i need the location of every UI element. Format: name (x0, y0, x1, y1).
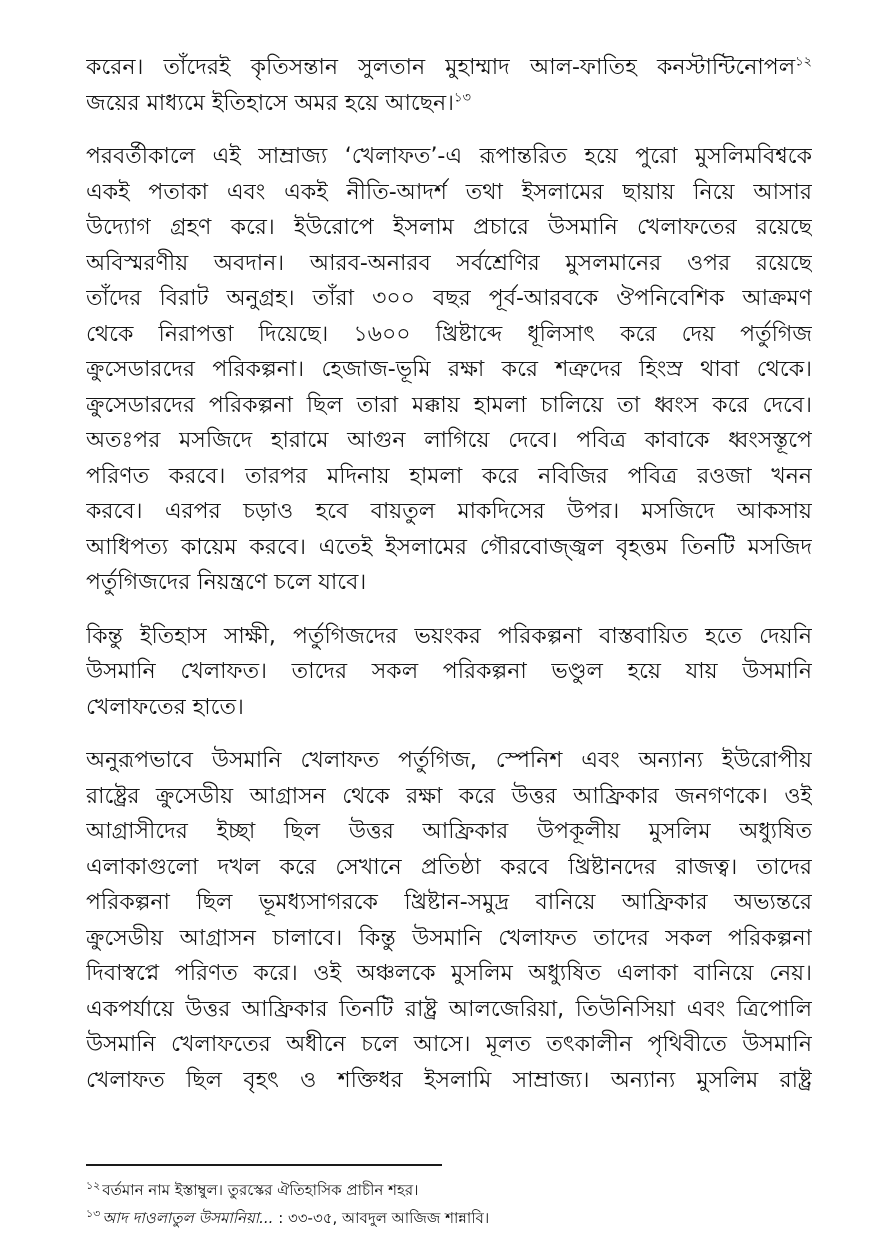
footnote-13 (86, 1204, 812, 1232)
footnote-divider (86, 1164, 442, 1166)
text-line: আধিপত্য কায়েম করবে। এতেই ইসলামের গৌরবোজ্জ্বল বৃহত্তম তিনটি মসজিদ (86, 534, 812, 560)
footnote-ref: ১২ (795, 54, 812, 70)
footnote-text: বর্তমান নাম ইস্তাম্বুল। তুরস্কের ঐতিহাসিক প্রাচীন শহর। (102, 1181, 419, 1199)
text-line: খেলাফতের হাতে। (86, 694, 244, 720)
footnote-number: ১৩ (86, 1207, 101, 1220)
text-line: এলাকাগুলো দখল করে সেখানে প্রতিষ্ঠা করবে খ্রিষ্টানদের রাজত্ব। তাদের (86, 854, 812, 880)
text-line: উসমানি খেলাফত। তাদের সকল পরিকল্পনা ভণ্ডুল হয়ে যায় উসমানি (86, 659, 812, 684)
text-line: রাষ্ট্রের ক্রুসেডীয় আগ্রাসন থেকে রক্ষা করে উত্তর আফ্রিকার জনগণকে। ওই (86, 783, 812, 809)
text-line: কিন্তু ইতিহাস সাক্ষী, পর্তুগিজদের ভয়ংকর পরিকল্পনা বাস্তবায়িত হতে দেয়নি (86, 623, 812, 649)
text-line: উদ্যোগ গ্রহণ করে। ইউরোপে ইসলাম প্রচারে উসমানি খেলাফতের রয়েছে (86, 215, 812, 240)
text-line: ক্রুসেডীয় আগ্রাসন চালাবে। কিন্তু উসমানি খেলাফত তাদের সকল পরিকল্পনা (86, 925, 812, 951)
paragraph-2 (86, 139, 812, 601)
paragraph-1 (86, 50, 812, 121)
text-line: একই পতাকা এবং একই নীতি-আদর্শ তথা ইসলামের ছায়ায় নিয়ে আসার (86, 179, 812, 205)
footnote-number: ১২ (86, 1179, 101, 1192)
text-line: ক্রুসেডারদের পরিকল্পনা। হেজাজ-ভূমি রক্ষা করে শত্রুদের হিংস্র থাবা থেকে। (86, 357, 812, 382)
text-line: পরবর্তীকালে এই সাম্রাজ্য ‘খেলাফত’-এ রূপান্তরিত হয়ে পুরো মুসলিমবিশ্বকে (86, 144, 812, 169)
text-line: থেকে নিরাপত্তা দিয়েছে। ১৬০০ খ্রিষ্টাব্দে ধূলিসাৎ করে দেয় পর্তুগিজ (86, 321, 812, 347)
paragraph-4 (86, 743, 812, 1098)
text-line: তাঁদের বিরাট অনুগ্রহ। তাঁরা ৩০০ বছর পূর্ব-আরবকে ঔপনিবেশিক আক্রমণ (86, 286, 812, 311)
text-line: জয়ের মাধ্যমে ইতিহাসে অমর হয়ে আছেন।$^{১৩}$ (86, 90, 471, 116)
text-line: পর্তুগিজদের নিয়ন্ত্রণে চলে যাবে। (86, 570, 367, 595)
text-line: অনুরূপভাবে উসমানি খেলাফত পর্তুগিজ, স্পেনিশ এবং অন্যান্য ইউরোপীয় (86, 748, 812, 773)
footnotes (86, 1176, 812, 1232)
text-line: আগ্রাসীদের ইচ্ছা ছিল উত্তর আফ্রিকার উপকূলীয় মুসলিম অধ্যুষিত (86, 819, 812, 844)
paragraph-3 (86, 619, 812, 726)
text-line: করবে। এরপর চড়াও হবে বায়তুল মাকদিসের উপর। মসজিদে আকসায় (86, 499, 812, 524)
text-line: অতঃপর মসজিদে হারামে আগুন লাগিয়ে দেবে। পবিত্র কাবাকে ধ্বংসস্তূপে (86, 428, 812, 453)
body-text (86, 50, 812, 1116)
footnote-12 (86, 1176, 812, 1204)
text-line: উসমানি খেলাফতের অধীনে চলে আসে। মূলত তৎকালীন পৃথিবীতে উসমানি (86, 1032, 812, 1057)
text-line: পরিকল্পনা ছিল ভূমধ্যসাগরকে খ্রিষ্টান-সমুদ্র বানিয়ে আফ্রিকার অভ্যন্তরে (86, 890, 812, 915)
footnote-text: : ৩৩-৩৫, আবদুল আজিজ শান্নাবি। (278, 1209, 490, 1227)
text-line: অবিস্মরণীয় অবদান। আরব-অনারব সর্বশ্রেণির মুসলমানের ওপর রয়েছে (86, 250, 812, 276)
text-line: পরিণত করবে। তারপর মদিনায় হামলা করে নবিজির পবিত্র রওজা খনন (86, 463, 812, 489)
text-line: একপর্যায়ে উত্তর আফ্রিকার তিনটি রাষ্ট্র আলজেরিয়া, তিউনিসিয়া এবং ত্রিপোলি (86, 996, 812, 1022)
footnote-source-title: আদ দাওলাতুল উসমানিয়া... (102, 1209, 274, 1227)
text-line: খেলাফত ছিল বৃহৎ ও শক্তিধর ইসলামি সাম্রাজ্য। অন্যান্য মুসলিম রাষ্ট্র (86, 1067, 812, 1093)
footnote-ref: ১৩ (454, 90, 471, 106)
text-line: ক্রুসেডারদের পরিকল্পনা ছিল তারা মক্কায় হামলা চালিয়ে তা ধ্বংস করে দেবে। (86, 392, 812, 418)
text-line: করেন। তাঁদেরই কৃতিসন্তান সুলতান মুহাম্মাদ আল-ফাতিহ কনস্টান্টিনোপল$^{১২}$ (86, 54, 812, 80)
text-line: দিবাস্বপ্নে পরিণত করে। ওই অঞ্চলকে মুসলিম অধ্যুষিত এলাকা বানিয়ে নেয়। (86, 961, 812, 986)
